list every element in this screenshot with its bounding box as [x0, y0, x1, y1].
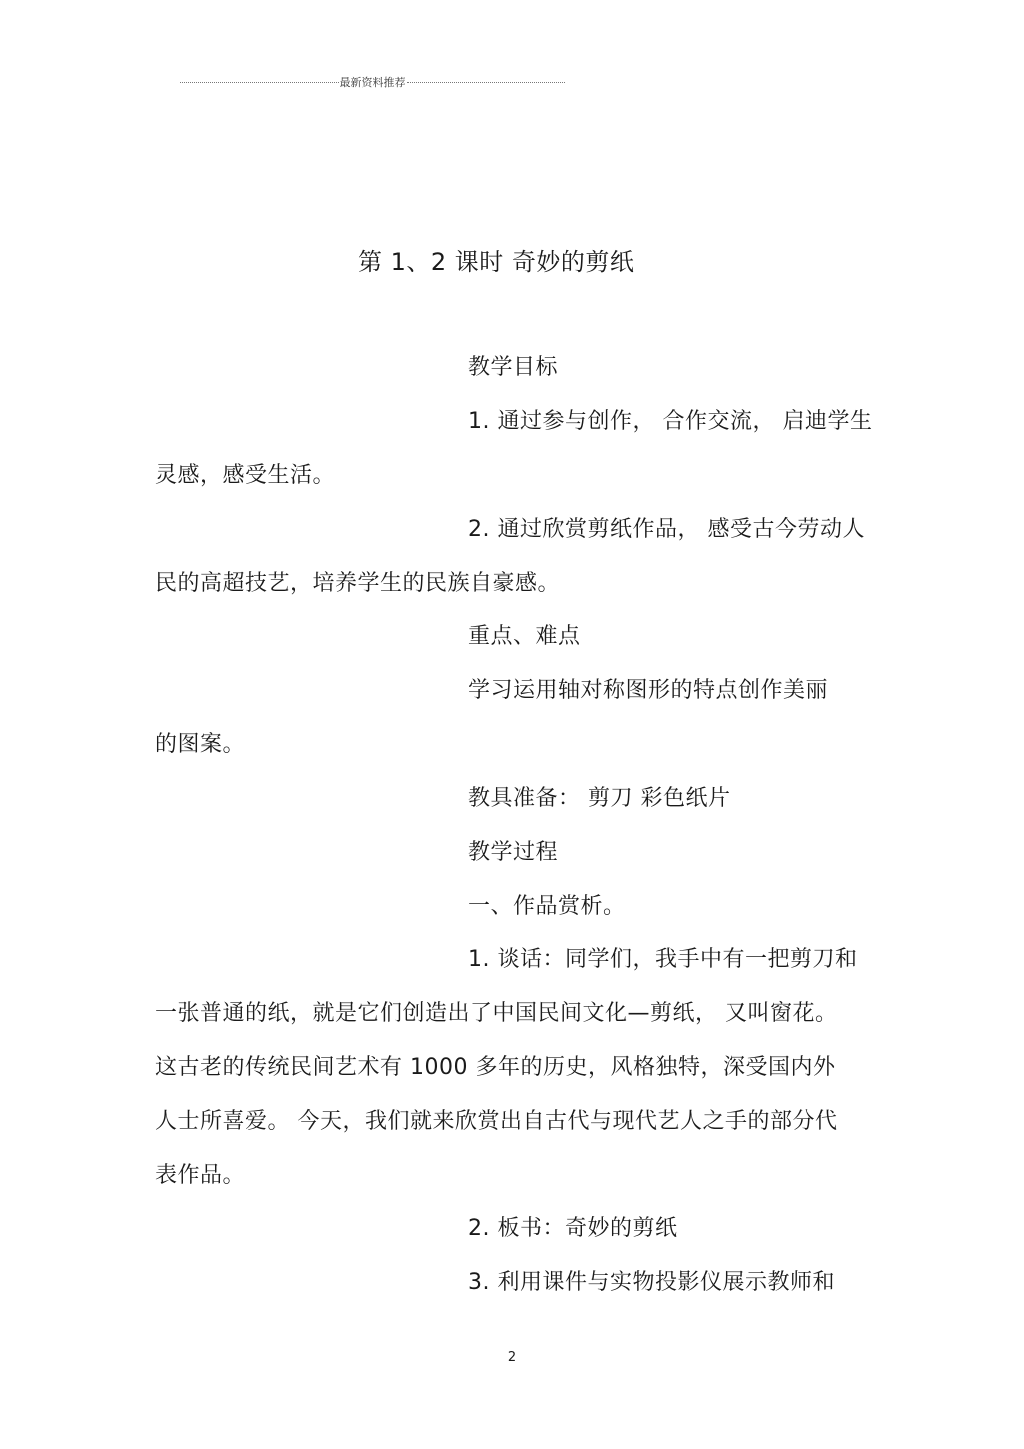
page-number: 2: [507, 1350, 517, 1365]
paragraph-line: 表作品。: [155, 1163, 246, 1188]
document-title: 第 1、2 课时 奇妙的剪纸: [358, 248, 635, 276]
paragraph-line: 灵感，感受生活。: [155, 463, 336, 488]
paragraph-line: 人士所喜爱。 今天，我们就来欣赏出自古代与现代艺人之手的部分代: [155, 1109, 838, 1134]
materials-line: 教具准备： 剪刀 彩色纸片: [468, 786, 731, 811]
paragraph-line: 一张普通的纸，就是它们创造出了中国民间文化—剪纸， 又叫窗花。: [155, 1001, 838, 1026]
paragraph-line: 2. 板书：奇妙的剪纸: [468, 1216, 678, 1241]
paragraph-line: 1. 通过参与创作， 合作交流， 启迪学生: [468, 409, 873, 434]
paragraph-line: 的图案。: [155, 732, 246, 757]
page-header: [180, 75, 565, 89]
section-heading-process: 教学过程: [468, 840, 559, 865]
section-heading-objectives: 教学目标: [468, 355, 559, 380]
paragraph-line: 这古老的传统民间艺术有 1000 多年的历史，风格独特，深受国内外: [155, 1055, 836, 1080]
header-dotted-rule-right: [407, 82, 566, 83]
paragraph-line: 1. 谈话：同学们，我手中有一把剪刀和: [468, 947, 858, 972]
paragraph-line: 3. 利用课件与实物投影仪展示教师和: [468, 1270, 835, 1295]
header-dotted-rule-left: [180, 82, 339, 83]
paragraph-line: 民的高超技艺，培养学生的民族自豪感。: [155, 571, 561, 596]
section-heading-key-points: 重点、难点: [468, 624, 581, 649]
paragraph-line: 学习运用轴对称图形的特点创作美丽: [468, 678, 829, 703]
header-label: 最新资料推荐: [339, 76, 406, 89]
paragraph-line: 2. 通过欣赏剪纸作品， 感受古今劳动人: [468, 517, 865, 542]
subsection-heading: 一、作品赏析。: [468, 894, 626, 919]
